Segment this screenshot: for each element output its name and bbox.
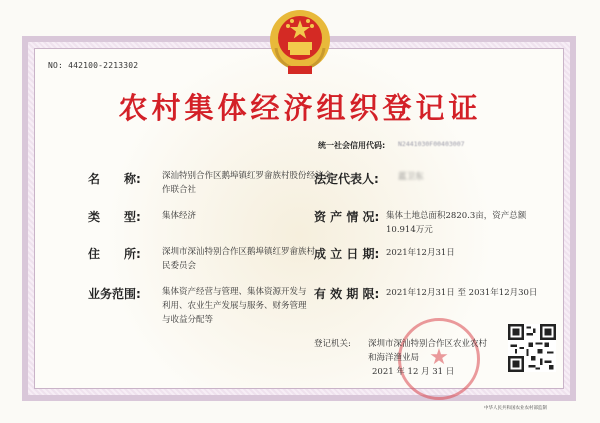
assets-label: 资 产 情 况: <box>314 210 380 224</box>
legal-rep-value: 蓝卫东 <box>398 172 424 182</box>
registry-label: 登记机关: <box>314 339 351 349</box>
founding-date-label: 成 立 日 期: <box>314 247 380 261</box>
registry-org: 深圳市深汕特别合作区农业农村和海洋渔业局 <box>368 339 488 363</box>
page-title: 农村集体经济组织登记证 <box>118 91 482 125</box>
type-value: 集体经济 <box>162 211 197 221</box>
scope-label: 业务范围: <box>88 287 141 301</box>
validity-label: 有 效 期 限: <box>314 287 380 301</box>
address-value: 深圳市深汕特别合作区鹅埠镇红罗畲族村民委员会 <box>162 247 316 271</box>
founding-date-value: 2021年12月31日 <box>386 248 455 258</box>
type-label: 类 型: <box>88 210 141 224</box>
address-label: 住 所: <box>88 247 141 261</box>
qr-code-icon <box>508 324 556 372</box>
name-value: 深汕特别合作区鹅埠镇红罗畲族村股份经济合作联合社 <box>162 171 333 195</box>
scope-value: 集体资产经营与管理、集体资源开发与利用、农业生产发展与服务、财务管理与收益分配等 <box>162 287 307 325</box>
serial-number: NO: 442100-2213302 <box>48 61 139 70</box>
credit-code-label: 统一社会信用代码: <box>318 141 386 150</box>
validity-value: 2021年12月31日 至 2031年12月30日 <box>386 288 538 298</box>
legal-rep-label: 法定代表人: <box>314 172 379 186</box>
assets-value: 集体土地总面积2820.3亩，资产总额10.914万元 <box>386 211 527 235</box>
footer-supervisor: 中华人民共和国农业农村部监制 <box>484 406 547 411</box>
official-seal-icon: ★ <box>398 318 480 400</box>
national-emblem-icon <box>268 8 332 76</box>
name-label: 名 称: <box>88 172 141 186</box>
credit-code-value: N2441030F00403007 <box>398 140 465 148</box>
registry-date: 2021 年 12 月 31 日 <box>372 367 455 377</box>
